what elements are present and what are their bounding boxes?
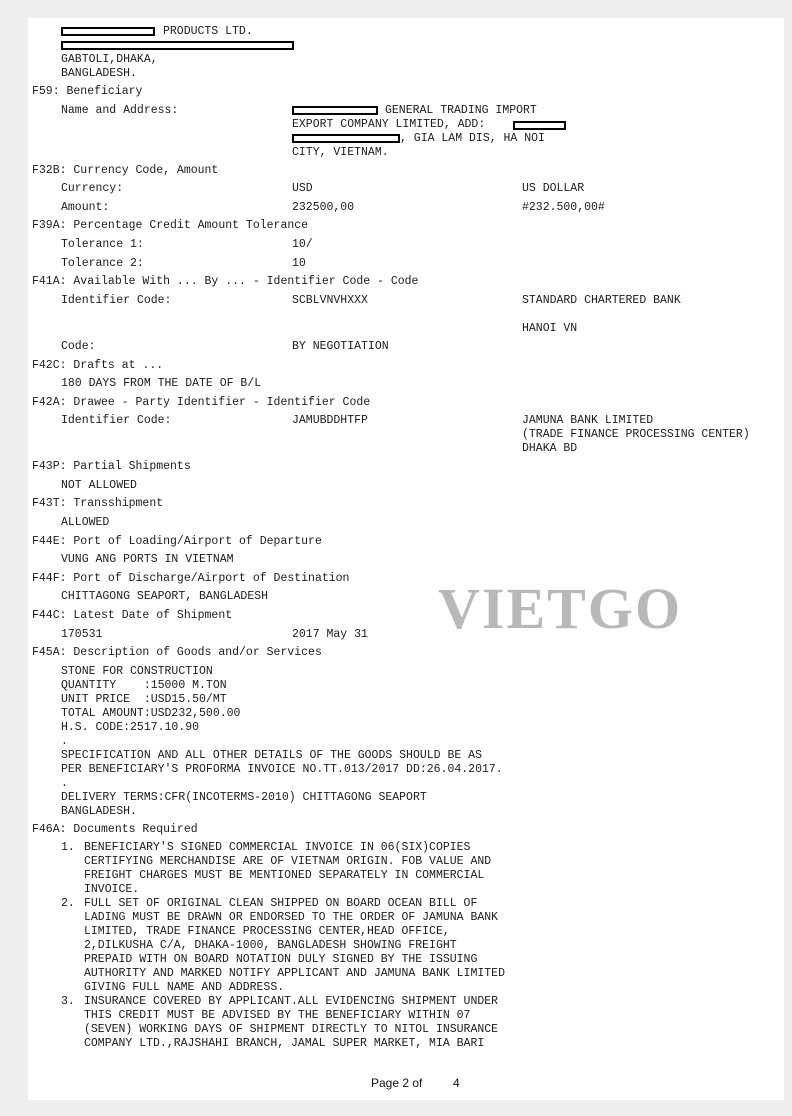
goods-line: .: [61, 777, 68, 790]
list-item-line: INVOICE.: [84, 883, 140, 896]
list-item-number: 1.: [61, 841, 75, 854]
list-item-line: AUTHORITY AND MARKED NOTIFY APPLICANT AND JAMUNA BANK LIMITED: [84, 967, 505, 980]
applicant-company-suffix: PRODUCTS LTD.: [163, 25, 253, 38]
available-bank-line1: STANDARD CHARTERED BANK: [522, 294, 681, 307]
field-heading-f46a: F46A: Documents Required: [32, 823, 198, 836]
list-item-line: 2,DILKUSHA C/A, DHAKA-1000, BANGLADESH SHOWING FREIGHT: [84, 939, 457, 952]
amount-formatted: #232.500,00#: [522, 201, 605, 214]
beneficiary-line2: EXPORT COMPANY LIMITED, ADD:: [292, 118, 486, 131]
list-item-line: COMPANY LTD.,RAJSHAHI BRANCH, JAMAL SUPER MARKET, MIA BARI: [84, 1037, 485, 1050]
drawee-bank-line2: (TRADE FINANCE PROCESSING CENTER): [522, 428, 750, 441]
goods-line: QUANTITY :15000 M.TON: [61, 679, 227, 692]
watermark: VIETGO: [438, 576, 683, 641]
tolerance2-label: Tolerance 2:: [61, 257, 144, 270]
amount-label: Amount:: [61, 201, 110, 214]
available-id-value: SCBLVNVHXXX: [292, 294, 368, 307]
page-total: 4: [453, 1076, 460, 1090]
drawee-bank-line1: JAMUNA BANK LIMITED: [522, 414, 654, 427]
field-heading-f43p: F43P: Partial Shipments: [32, 460, 191, 473]
beneficiary-line4: CITY, VIETNAM.: [292, 146, 389, 159]
goods-line: DELIVERY TERMS:CFR(INCOTERMS-2010) CHITTAGONG SEAPORT: [61, 791, 427, 804]
goods-line: PER BENEFICIARY'S PROFORMA INVOICE NO.TT.013/2017 DD:26.04.2017.: [61, 763, 503, 776]
tolerance2-value: 10: [292, 257, 306, 270]
field-heading-f44c: F44C: Latest Date of Shipment: [32, 609, 233, 622]
available-code-value: BY NEGOTIATION: [292, 340, 389, 353]
redaction-box: [61, 27, 155, 36]
tolerance1-value: 10/: [292, 238, 313, 251]
beneficiary-line1: GENERAL TRADING IMPORT: [385, 104, 537, 117]
goods-line: STONE FOR CONSTRUCTION: [61, 665, 213, 678]
drafts-value: 180 DAYS FROM THE DATE OF B/L: [61, 377, 262, 390]
list-item-number: 3.: [61, 995, 75, 1008]
drawee-id-value: JAMUBDDHTFP: [292, 414, 368, 427]
list-item-line: LADING MUST BE DRAWN OR ENDORSED TO THE ORDER OF JAMUNA BANK: [84, 911, 499, 924]
amount-value: 232500,00: [292, 201, 355, 214]
list-item-line: BENEFICIARY'S SIGNED COMMERCIAL INVOICE IN 06(SIX)COPIES: [84, 841, 471, 854]
field-heading-f42c: F42C: Drafts at ...: [32, 359, 164, 372]
beneficiary-label: Name and Address:: [61, 104, 179, 117]
partial-shipments-value: NOT ALLOWED: [61, 479, 137, 492]
available-code-label: Code:: [61, 340, 96, 353]
list-item-line: CERTIFYING MERCHANDISE ARE OF VIETNAM ORIGIN. FOB VALUE AND: [84, 855, 492, 868]
redaction-box: [513, 121, 566, 130]
port-of-loading-value: VUNG ANG PORTS IN VIETNAM: [61, 553, 234, 566]
redaction-box: [292, 134, 400, 143]
goods-line: .: [61, 735, 68, 748]
drawee-bank-line3: DHAKA BD: [522, 442, 578, 455]
applicant-address-line2: BANGLADESH.: [61, 67, 137, 80]
shipment-date: 2017 May 31: [292, 628, 368, 641]
field-heading-f43t: F43T: Transshipment: [32, 497, 164, 510]
goods-line: TOTAL AMOUNT:USD232,500.00: [61, 707, 241, 720]
currency-code: USD: [292, 182, 313, 195]
list-item-line: (SEVEN) WORKING DAYS OF SHIPMENT DIRECTLY TO NITOL INSURANCE: [84, 1023, 499, 1036]
field-heading-f59: F59: Beneficiary: [32, 85, 143, 98]
available-bank-line2: HANOI VN: [522, 322, 578, 335]
field-heading-f32b: F32B: Currency Code, Amount: [32, 164, 219, 177]
goods-line: H.S. CODE:2517.10.90: [61, 721, 200, 734]
beneficiary-line3: , GIA LAM DIS, HA NOI: [400, 132, 545, 145]
goods-line: BANGLADESH.: [61, 805, 137, 818]
list-item-line: INSURANCE COVERED BY APPLICANT.ALL EVIDENCING SHIPMENT UNDER: [84, 995, 499, 1008]
applicant-address-line1: GABTOLI,DHAKA,: [61, 53, 158, 66]
page-number-label: Page 2 of: [371, 1076, 423, 1090]
list-item-line: LIMITED, TRADE FINANCE PROCESSING CENTER,HEAD OFFICE,: [84, 925, 450, 938]
redaction-box: [292, 106, 378, 115]
list-item-line: FREIGHT CHARGES MUST BE MENTIONED SEPARATELY IN COMMERCIAL: [84, 869, 485, 882]
field-heading-f45a: F45A: Description of Goods and/or Services: [32, 646, 322, 659]
shipment-date-code: 170531: [61, 628, 103, 641]
drawee-id-label: Identifier Code:: [61, 414, 172, 427]
field-heading-f44f: F44F: Port of Discharge/Airport of Destination: [32, 572, 350, 585]
field-heading-f39a: F39A: Percentage Credit Amount Tolerance: [32, 219, 309, 232]
list-item-line: PREPAID WITH ON BOARD NOTATION DULY SIGNED BY THE ISSUING: [84, 953, 478, 966]
redaction-box: [61, 41, 294, 50]
list-item-number: 2.: [61, 897, 75, 910]
port-of-discharge-value: CHITTAGONG SEAPORT, BANGLADESH: [61, 590, 269, 603]
field-heading-f42a: F42A: Drawee - Party Identifier - Identifier Code: [32, 396, 371, 409]
currency-label: Currency:: [61, 182, 124, 195]
list-item-line: GIVING FULL NAME AND ADDRESS.: [84, 981, 285, 994]
goods-line: UNIT PRICE :USD15.50/MT: [61, 693, 227, 706]
list-item-line: THIS CREDIT MUST BE ADVISED BY THE BENEFICIARY WITHIN 07: [84, 1009, 471, 1022]
tolerance1-label: Tolerance 1:: [61, 238, 144, 251]
field-heading-f44e: F44E: Port of Loading/Airport of Departure: [32, 535, 322, 548]
currency-name: US DOLLAR: [522, 182, 585, 195]
goods-line: SPECIFICATION AND ALL OTHER DETAILS OF THE GOODS SHOULD BE AS: [61, 749, 482, 762]
list-item-line: FULL SET OF ORIGINAL CLEAN SHIPPED ON BOARD OCEAN BILL OF: [84, 897, 478, 910]
available-id-label: Identifier Code:: [61, 294, 172, 307]
field-heading-f41a: F41A: Available With ... By ... - Identifier Code - Code: [32, 275, 419, 288]
transshipment-value: ALLOWED: [61, 516, 110, 529]
